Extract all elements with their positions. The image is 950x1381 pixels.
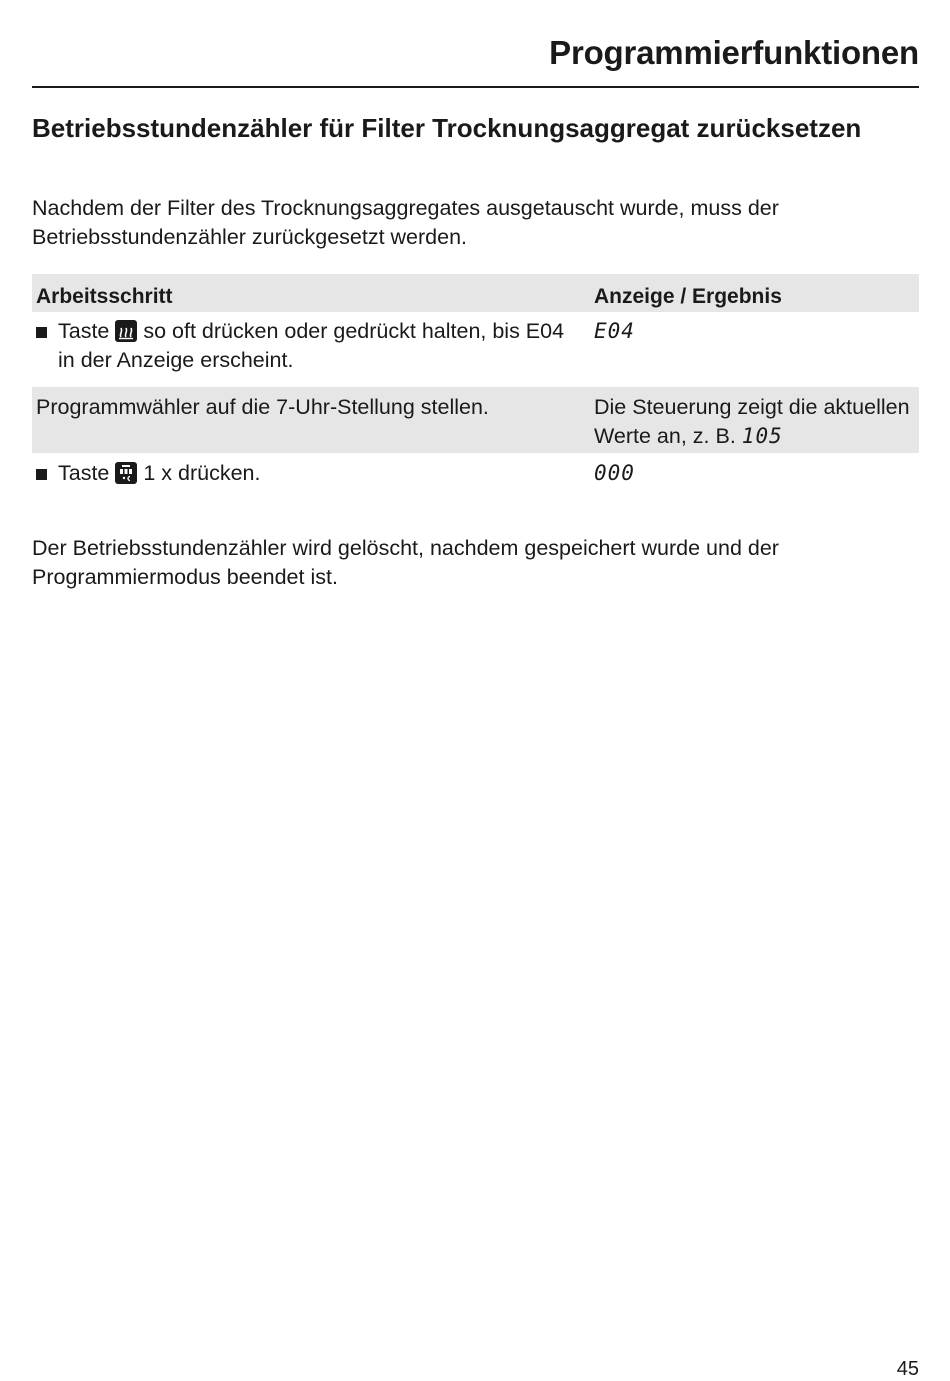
step-prefix: Taste [58, 461, 110, 485]
step-cell [36, 459, 576, 488]
min-celsius-key-icon [115, 462, 137, 484]
step-cell [36, 317, 576, 375]
table-row [32, 312, 919, 387]
display-readout: 000 [594, 461, 635, 485]
intro-paragraph: Nachdem der Filter des Trocknungsaggregates ausgetauscht wurde, muss der Betriebsstundenzähler zurückgesetzt werden. [32, 196, 779, 249]
result-text: Die Steuerung zeigt die aktuellen Werte an, z. B. [594, 395, 910, 448]
step-suffix: so oft drücken oder gedrückt halten, bis E04 in der Anzeige erscheint. [58, 319, 565, 372]
step-cell: Programmwähler auf die 7-Uhr-Stellung stellen. [36, 395, 489, 419]
column-header-step: Arbeitsschritt [36, 285, 173, 308]
table-header-row [32, 274, 919, 312]
result-cell [594, 317, 914, 346]
page-number: 45 [896, 1358, 919, 1380]
display-readout: 105 [741, 424, 783, 448]
page-header [32, 30, 919, 88]
page-header-title: Programmierfunktionen [549, 34, 919, 71]
drying-key-icon [115, 320, 137, 342]
step-prefix: Taste [58, 319, 110, 343]
table-row [32, 387, 919, 453]
steps-table [32, 274, 919, 493]
step-suffix: 1 x drücken. [143, 461, 261, 485]
display-readout: E04 [594, 319, 635, 343]
bullet-icon [36, 469, 47, 480]
section-title: Betriebsstundenzähler für Filter Trocknungsaggregat zurücksetzen [32, 113, 862, 143]
result-cell [594, 459, 914, 488]
column-header-result: Anzeige / Ergebnis [594, 285, 782, 308]
outro-paragraph: Der Betriebsstundenzähler wird gelöscht, nachdem gespeichert wurde und der Programmiermodus beendet ist. [32, 536, 779, 589]
bullet-icon [36, 327, 47, 338]
table-row [32, 453, 919, 493]
result-cell [594, 393, 914, 451]
